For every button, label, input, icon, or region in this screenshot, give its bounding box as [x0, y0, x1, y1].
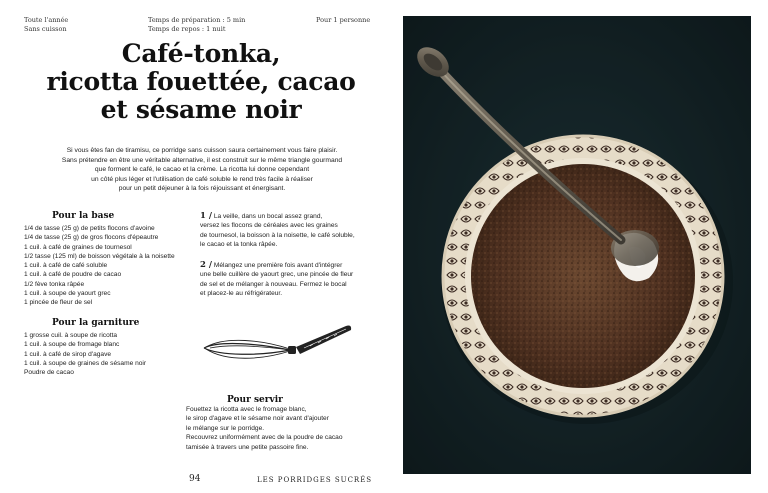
ingredient-item: 1 grosse cuil. à soupe de ricotta [24, 332, 118, 339]
title-line: Café-tonka, [121, 39, 281, 68]
meta-servings [316, 16, 370, 25]
meta-season-line: Toute l'année [24, 16, 69, 24]
ingredient-item: 1 pincée de fleur de sel [24, 299, 93, 307]
ingredient-item: 1 cuil. à café de poudre de cacao [24, 271, 122, 279]
step-text: une belle cuillère de yaourt grec, une pincée de fleur [200, 271, 354, 279]
serve-heading: Pour servir [227, 395, 283, 405]
whisk-illustration [200, 316, 360, 376]
porridge-photo [403, 16, 751, 474]
ingredient-item: 1 cuil. à soupe de yaourt grec [24, 290, 111, 298]
ingredient-item: 1/4 de tasse (25 g) de gros flocons d'épeautre [24, 234, 159, 242]
ingredient-item: 1 cuil. à café de sirop d'agave [24, 350, 112, 358]
step-text: le cacao et la tonka râpée. [200, 241, 278, 249]
ingredient-item: Poudre de cacao [24, 369, 74, 377]
serve-line: Fouettez la ricotta avec le fromage blanc, [186, 406, 307, 413]
recipe-title [20, 40, 382, 124]
serve-line: Recouvrez uniformément avec de la poudre de cacao [186, 434, 343, 442]
meta-cooking-line: Sans cuisson [24, 25, 67, 33]
intro-line: que forment le café, le cacao et la crème. La ricotta lui donne cependant [94, 166, 310, 174]
serve-line: le sirop d'agave et le sésame noir avant d'ajouter [186, 415, 329, 423]
ingredient-item: 1 cuil. à soupe de fromage blanc [24, 341, 120, 349]
step-number: 2 / [200, 260, 212, 270]
meta-times [148, 16, 245, 34]
meta-rest-time: Temps de repos : 1 nuit [148, 25, 226, 33]
intro-line: un côté plus léger et l'utilisation de café soluble le rend très facile à réaliser [91, 175, 313, 183]
photo-illustration [403, 16, 751, 474]
chapter-title: LES PORRIDGES SUCRÉS [257, 476, 373, 484]
ingredient-item: 1/4 de tasse (25 g) de petits flocons d'avoine [24, 225, 155, 232]
garniture-heading: Pour la garniture [52, 318, 140, 328]
ingredient-item: 1 cuil. à café de café soluble [24, 262, 108, 270]
step-text: de tournesol, la boisson à la noisette, le café soluble, [200, 231, 355, 239]
title-line: et sésame noir [100, 95, 302, 124]
step-text: La veille, dans un bocal assez grand, [213, 213, 323, 220]
step-text: Mélangez une première fois avant d'intégrer [213, 262, 343, 269]
recipe-intro [30, 146, 374, 194]
ingredient-item: 1 cuil. à café de graines de tournesol [24, 243, 132, 251]
base-heading: Pour la base [52, 211, 115, 221]
title-line: ricotta fouettée, cacao [46, 67, 356, 96]
meta-prep-time: Temps de préparation : 5 min [148, 16, 246, 24]
step-text: de sel et de mélanger à nouveau. Fermez le bocal [200, 280, 347, 288]
serve-text [186, 405, 343, 452]
ingredient-item: 1/2 tasse (125 ml) de boisson végétale à la noisette [24, 252, 175, 260]
step-number: 1 / [200, 211, 212, 221]
step-text: et placez-le au réfrigérateur. [200, 290, 283, 298]
meta-season [24, 16, 68, 34]
step-2 [200, 261, 353, 299]
page-number: 94 [189, 474, 201, 484]
serve-line: le mélange sur le porridge. [186, 424, 265, 432]
meta-servings-line: Pour 1 personne [316, 16, 371, 24]
garniture-ingredient-list [24, 331, 146, 377]
intro-line: Si vous êtes fan de tiramisu, ce porridge sans cuisson saura certainement vous faire plaisir. [66, 147, 338, 154]
serve-line: tamisée à travers une petite passoire fine. [186, 443, 309, 451]
step-text: versez les flocons de céréales avec les graines [200, 222, 338, 230]
intro-line: pour un petit déjeuner à la fois réjouissant et énergisant. [118, 185, 286, 193]
base-ingredient-list [24, 224, 175, 308]
step-1 [200, 212, 355, 250]
ingredient-item: 1/2 fève tonka râpée [24, 280, 85, 288]
intro-line: Sans prétendre en être une véritable alternative, il est construit sur le même triangle gourmand [61, 156, 343, 164]
ingredient-item: 1 cuil. à soupe de graines de sésame noir [24, 359, 147, 367]
